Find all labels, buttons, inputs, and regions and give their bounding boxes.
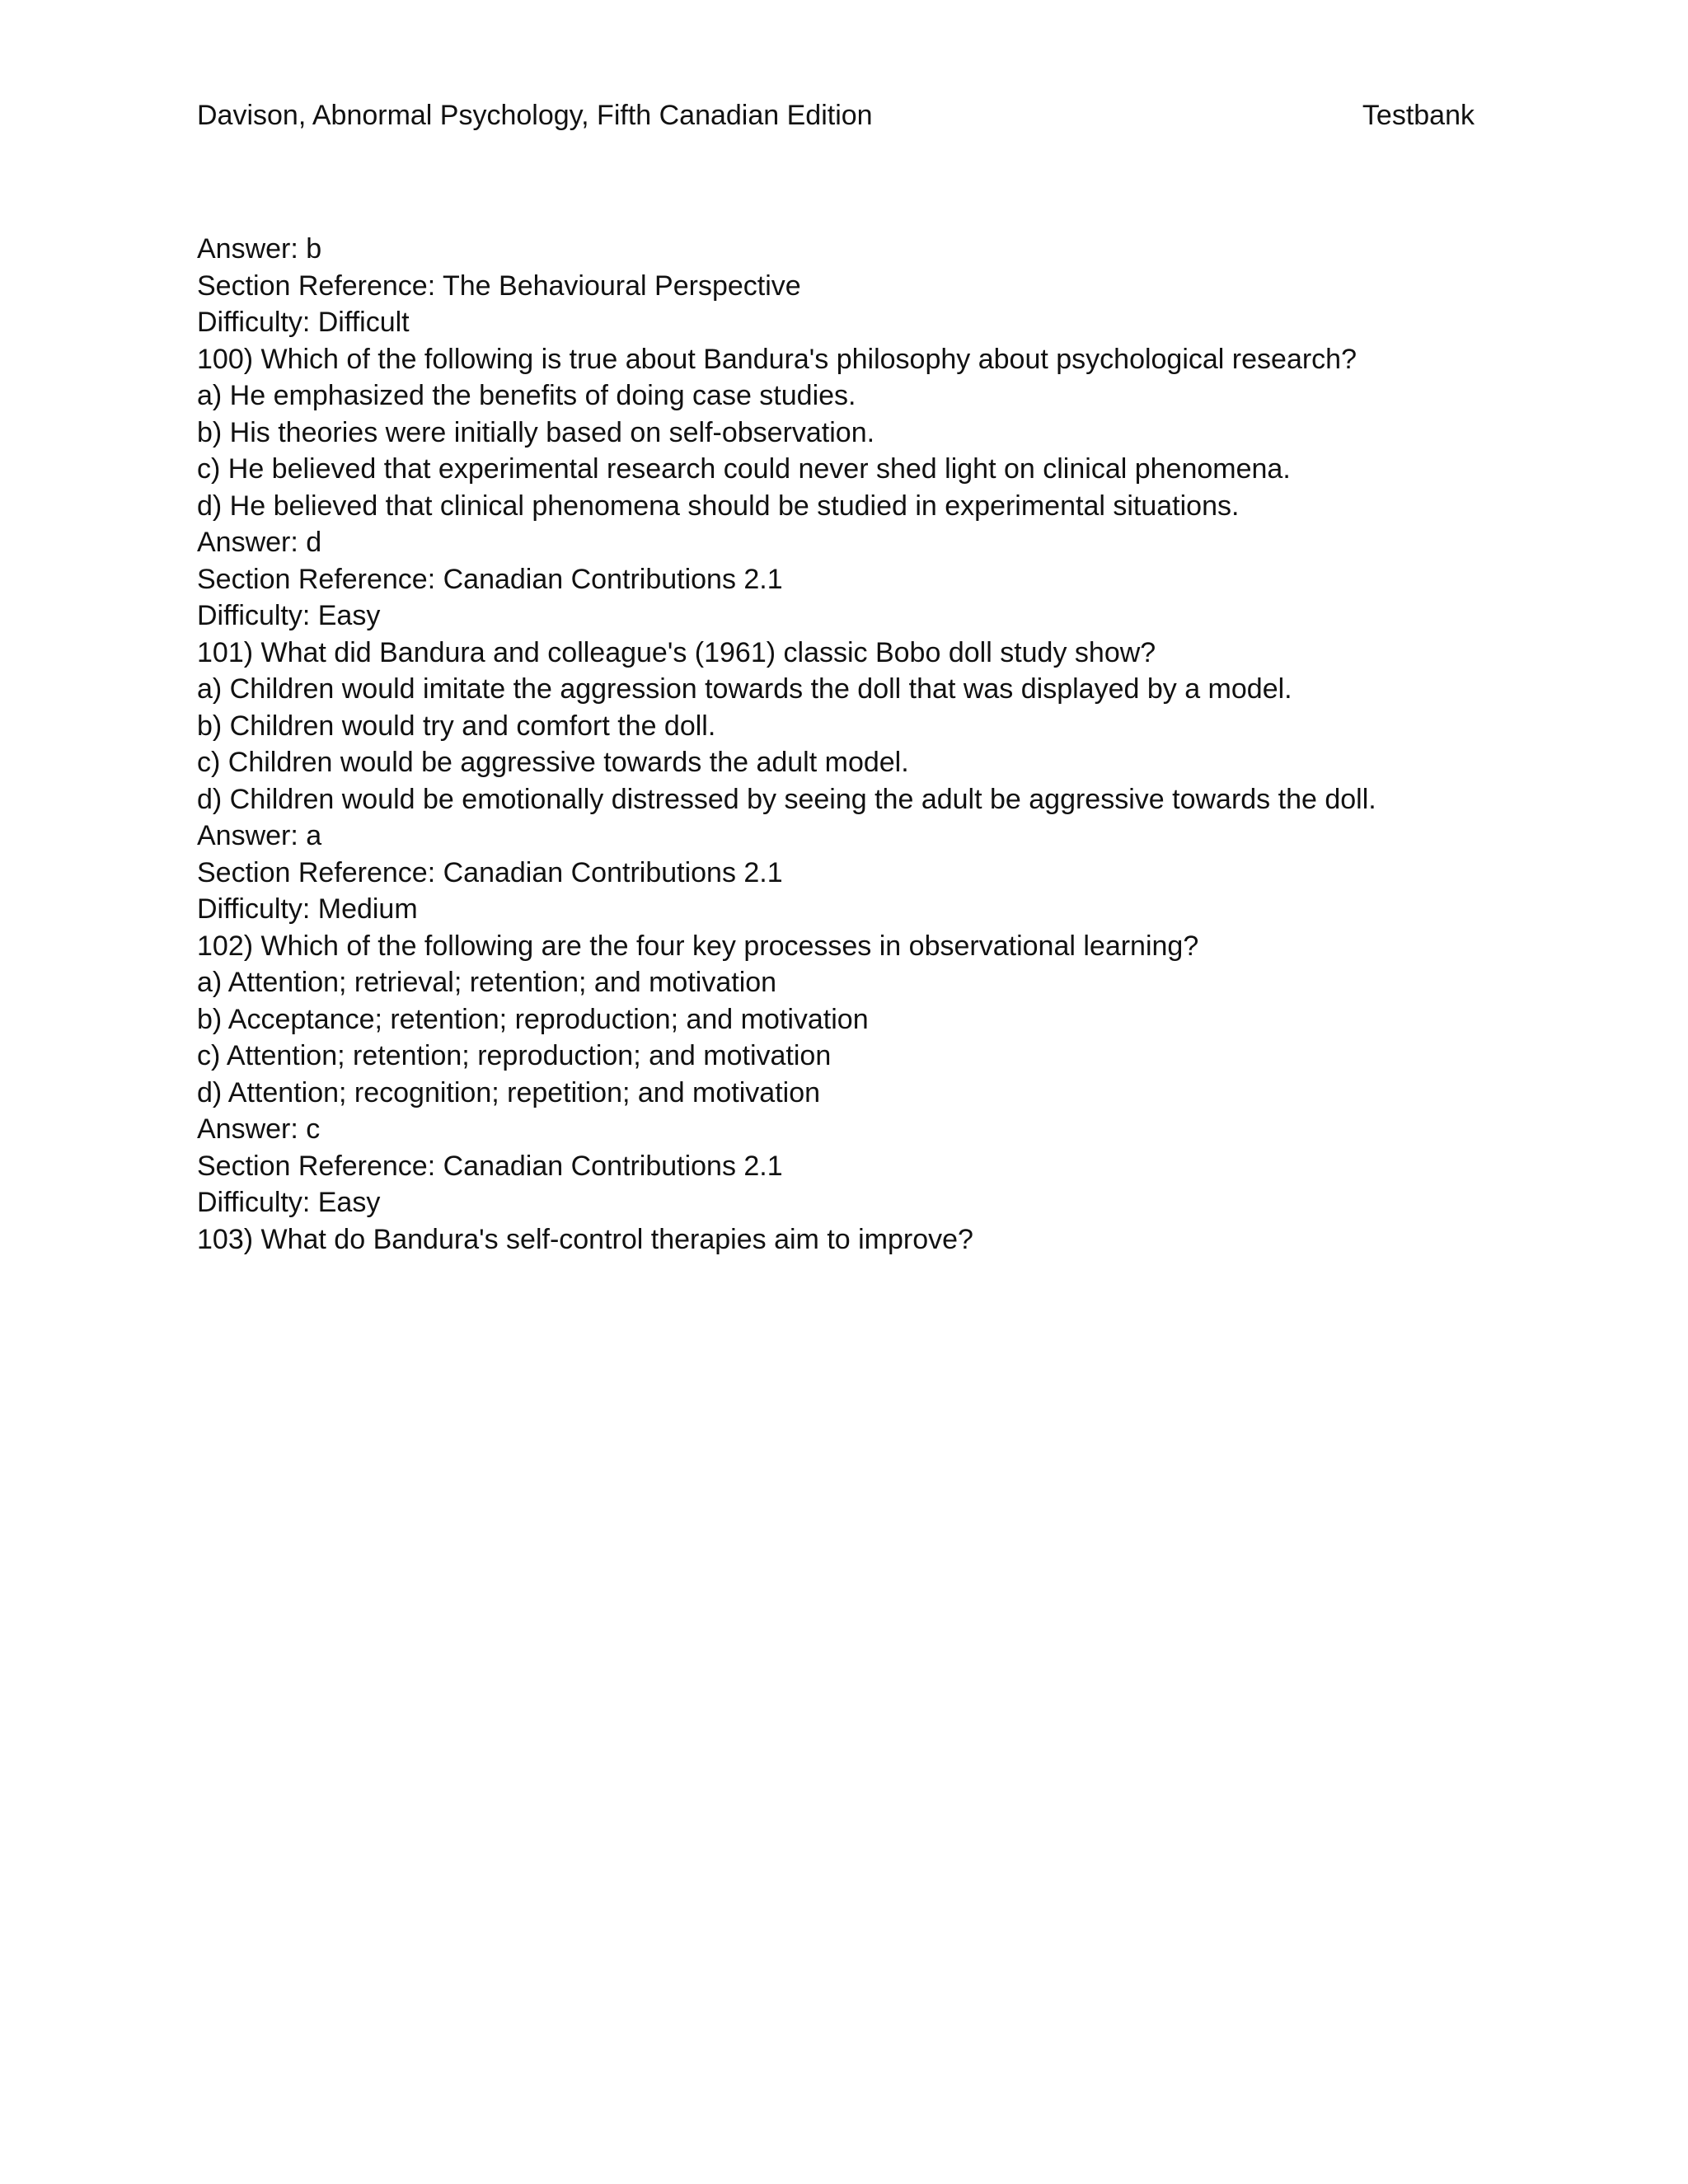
option-b: b) Acceptance; retention; reproduction; and motivation: [197, 1003, 869, 1035]
difficulty-line: Difficulty: Difficult: [197, 307, 410, 338]
option-c: c) He believed that experimental research could never shed light on clinical phenomena.: [197, 453, 1291, 485]
difficulty-value: Difficult: [317, 307, 410, 338]
answer-line: Answer: b: [197, 233, 322, 265]
option-d: d) Attention; recognition; repetition; and motivation: [197, 1076, 821, 1108]
question-text: 100) Which of the following is true about Bandura's philosophy about psychological research?: [197, 343, 1357, 375]
question-text: 101) What did Bandura and colleague's (1961) classic Bobo doll study show?: [197, 636, 1156, 668]
option-a: a) Children would imitate the aggression towards the doll that was displayed by a model.: [197, 673, 1292, 705]
option-a: a) He emphasized the benefits of doing case studies.: [197, 380, 856, 411]
section-reference: Section Reference: Canadian Contributions 2.1: [197, 563, 783, 595]
question-text: 102) Which of the following are the four key processes in observational learning?: [197, 930, 1199, 962]
section-reference: Section Reference: Canadian Contributions 2.1: [197, 1150, 783, 1182]
answer-line: Answer: a: [197, 820, 322, 851]
header-label: Testbank: [1362, 100, 1475, 131]
option-c: c) Attention; retention; reproduction; and motivation: [197, 1040, 832, 1071]
option-d: d) He believed that clinical phenomena should be studied in experimental situations.: [197, 490, 1240, 522]
document-body: [197, 231, 1549, 1258]
page-header: [197, 97, 1475, 134]
difficulty-line: Difficulty: Easy: [197, 1187, 381, 1218]
question-text: 103) What do Bandura's self-control therapies aim to improve?: [197, 1223, 973, 1255]
option-b: b) Children would try and comfort the doll.: [197, 710, 716, 742]
section-reference: Section Reference: Canadian Contributions 2.1: [197, 856, 783, 888]
answer-line: Answer: d: [197, 527, 322, 558]
section-reference: Section Reference: The Behavioural Perspective: [197, 269, 801, 302]
option-b: b) His theories were initially based on self-observation.: [197, 416, 875, 448]
header-title: Davison, Abnormal Psychology, Fifth Canadian Edition: [197, 100, 873, 131]
option-a: a) Attention; retrieval; retention; and motivation: [197, 967, 777, 998]
option-c: c) Children would be aggressive towards the adult model.: [197, 747, 909, 778]
option-d: d) Children would be emotionally distressed by seeing the adult be aggressive towards the doll.: [197, 783, 1376, 815]
difficulty-line: Difficulty: Easy: [197, 600, 381, 631]
answer-line: Answer: c: [197, 1113, 321, 1145]
difficulty-line: Difficulty: Medium: [197, 893, 418, 925]
